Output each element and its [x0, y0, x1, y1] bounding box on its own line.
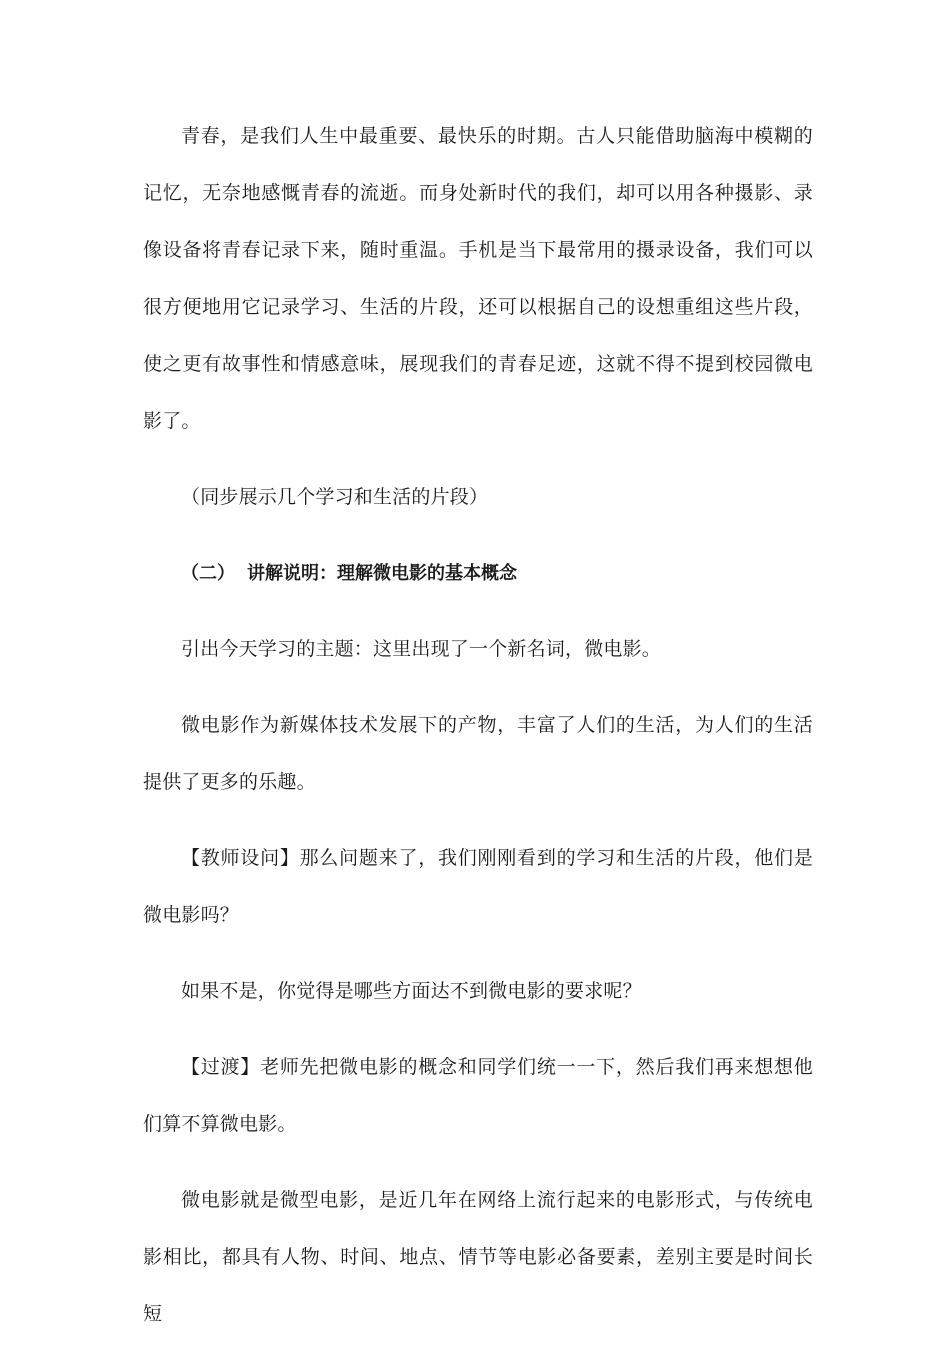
paragraph-note: （同步展示几个学习和生活的片段）	[181, 486, 489, 508]
section-heading	[143, 545, 813, 602]
document-page	[143, 108, 813, 1362]
paragraph-definition: 微电影就是微型电影，是近几年在网络上流行起来的电影形式，与传统电影相比，都具有人物、时间、地点、情节等电影必备要素，差别主要是时间长短	[143, 1189, 813, 1325]
paragraph-teacher-question: 【教师设问】那么问题来了，我们刚刚看到的学习和生活的片段，他们是微电影吗？	[143, 847, 813, 926]
paragraph-transition: 【过渡】老师先把微电影的概念和同学们统一一下，然后我们再来想想他们算不算微电影。	[143, 1056, 813, 1135]
section-title: 讲解说明：理解微电影的基本概念	[247, 563, 517, 584]
paragraph-topic: 引出今天学习的主题：这里出现了一个新名词，微电影。	[181, 638, 662, 660]
section-number: （二）	[181, 563, 235, 584]
paragraph-intro: 青春，是我们人生中最重要、最快乐的时期。古人只能借助脑海中模糊的记忆，无奈地感慨青春的流逝。而身处新时代的我们，却可以用各种摄影、录像设备将青春记录下来，随时重温。手机是当下最常用的摄录设备，我们可以很方便地用它记录学习、生活的片段，还可以根据自己的设想重组这些片段，使之更有故事性和情感意味，展现我们的青春足迹，这就不得不提到校园微电影了。	[143, 125, 813, 432]
paragraph-definition-intro: 微电影作为新媒体技术发展下的产物，丰富了人们的生活，为人们的生活提供了更多的乐趣。	[143, 714, 813, 793]
paragraph-follow-up: 如果不是，你觉得是哪些方面达不到微电影的要求呢？	[181, 980, 642, 1002]
